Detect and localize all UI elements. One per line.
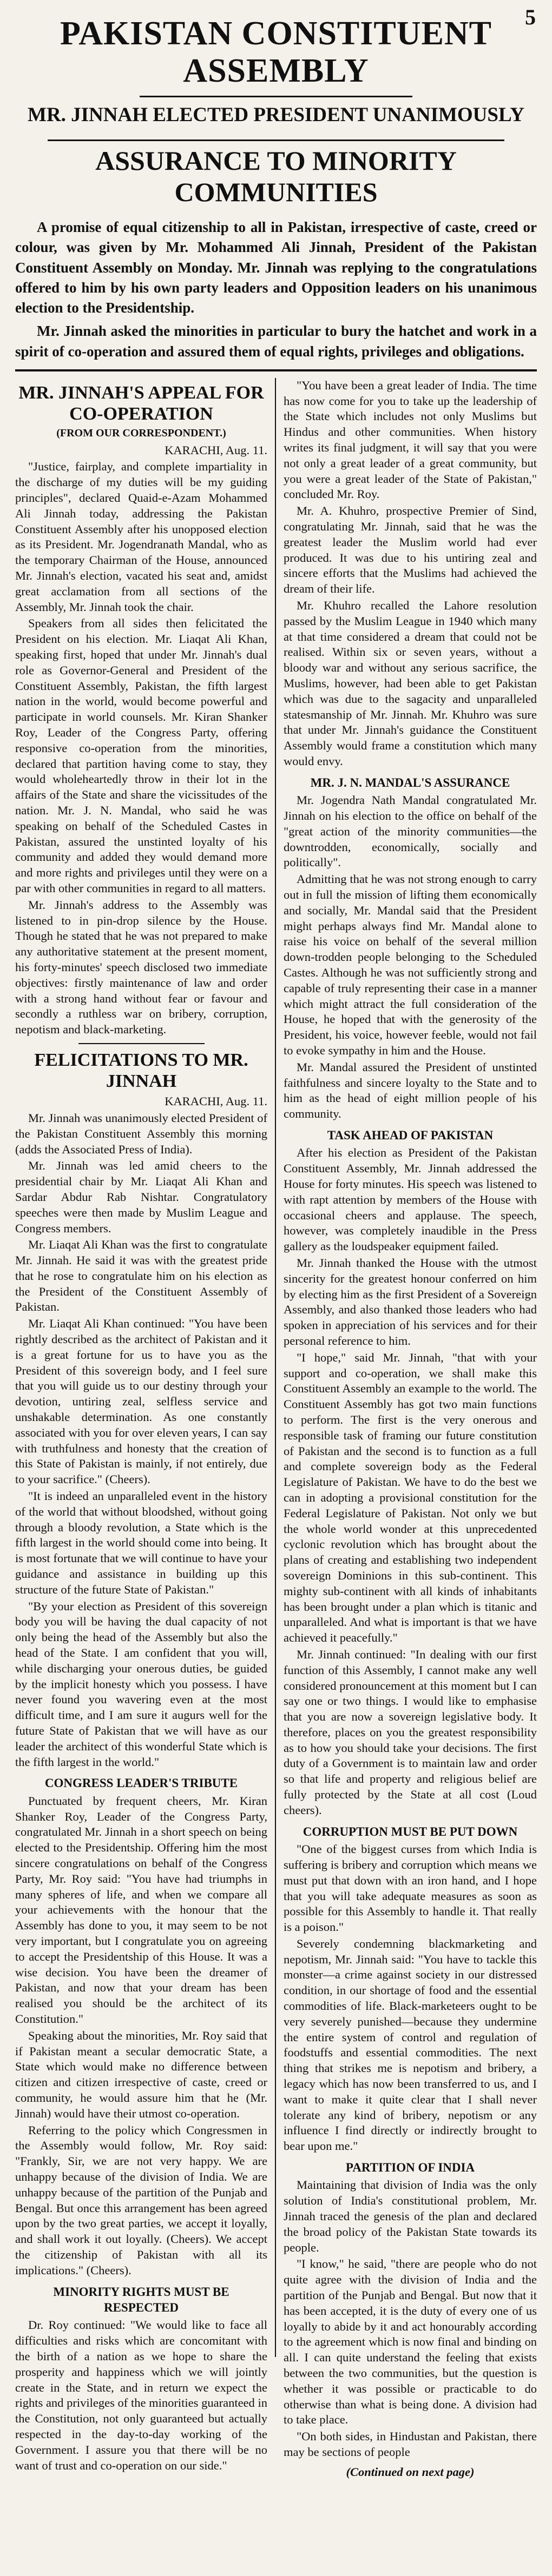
- article-paragraph: After his election as President of the Pakistan Constituent Assembly, Mr. Jinnah addressed the House for forty minutes. His speech was listened to with rapt attention by members of the House with occasional cheers and applause. The speech, however, was completely inaudible in the Press gallery as the loudspeaker equipment failed.: [284, 1146, 537, 1253]
- article-paragraph: "One of the biggest curses from which India is suffering is bribery and corruption which means we must put that down with an iron hand, and I hope that you will take adequate measures as soon as possible for this Assembly to handle it. That really is a poison.": [284, 1842, 537, 1934]
- article-paragraph: Mr. Liaqat Ali Khan continued: "You have been rightly described as the architect of Pakistan and it is a great fortune for us to have you as the President of this sovereign body, and I feel sure that you will guide us to our destiny through your devotion, untiring zeal, selfless service and unshakable determination. As one constantly associated with you for over eleven years, I can say with truthfulness and honesty that the creation of this State of Pakistan is mainly, if not entirely, due to your sacrifice." (Cheers).: [15, 1317, 267, 1486]
- appeal-byline: (FROM OUR CORRESPONDENT.): [56, 427, 226, 440]
- lead-paragraph: Mr. Jinnah asked the minorities in particular to bury the hatchet and work in a spirit of co-operation and assured them of equal rights, privileges and obligations.: [15, 323, 537, 360]
- article-paragraph: Speakers from all sides then felicitated the President on his election. Mr. Liaqat Ali Khan, speaking first, hoped that under Mr. Jinnah's dual role as Governor-General and President of the Constituent Assembly, Pakistan, the fifth largest nation in the world, would become powerful and participate in world counsels. Mr. Kiran Shanker Roy, Leader of the Congress Party, offering responsive co-operation from the minorities, declared that partition having come to stay, they would wholeheartedly throw in their lot in the affairs of the State and share the vicissitudes of the nation. Mr. J. N. Mandal, who said he was speaking on behalf of the Scheduled Castes in Pakistan, assured the unstinted loyalty of his community and added they would demand more and more rights and privileges until they were on a par with other communities in regard to all matters.: [15, 616, 267, 895]
- section-divider: [15, 369, 537, 371]
- headline-block: [15, 0, 537, 362]
- article-paragraph: Mr. Jinnah was led amid cheers to the presidential chair by Mr. Liaqat Ali Khan and Sardar Abdur Rab Nishtar. Congratulatory speeches were then made by Muslim League and Congress members.: [15, 1159, 267, 1235]
- headline-subtitle: MR. JINNAH ELECTED PRESIDENT UNANIMOUSLY: [28, 103, 524, 126]
- article-paragraph: Admitting that he was not strong enough to carry out in full the mission of lifting them economically and socially, Mr. Mandal said that the President might perhaps always find Mr. Mandal alone to raise his voice on behalf of the several million down-trodden people belonging to the Scheduled Castes. Although he was not sufficiently strong and capable of truly representing their case in a manner which might attract the full consideration of the House, he hoped that with the generosity of the President, his voice, however feeble, would not fail to evoke sympathy in him and the House.: [284, 872, 537, 1057]
- article-paragraph: Speaking about the minorities, Mr. Roy said that if Pakistan meant a secular democratic State, a State which would make no difference between citizen and citizen irrespective of caste, creed or community, he would assure him that he (Mr. Jinnah) would have their utmost co-operation.: [15, 2028, 267, 2120]
- appeal-dateline: KARACHI, Aug. 11.: [165, 443, 267, 457]
- page-number: 5: [525, 5, 536, 29]
- article-paragraph: Severely condemning blackmarketing and nepotism, Mr. Jinnah said: "You have to tackle this monster—a crime against society in our distressed condition, in our shortage of food and the essential commodities of life. Black-marketeers ought to be very severely punished—because they undermine the entire system of control and regulation of foodstuffs and essential commodities. The next thing that strikes me is nepotism and bribery, a legacy which has now been transferred to us, and I want to make it quite clear that I shall never tolerate any kind of bribery, nepotism or any influence I find directly or indirectly brought to bear upon me.": [284, 1936, 537, 2153]
- lead-paragraph: A promise of equal citizenship to all in Pakistan, irrespective of caste, creed or colour, was given by Mr. Mohammed Ali Jinnah, President of the Pakistan Constituent Assembly on Monday. Mr. Jinnah was replying to the congratulations offered to him by his own party leaders and Opposition leaders on his unanimous election to the Presidentship.: [15, 219, 537, 316]
- right-column: [276, 378, 537, 2479]
- article-paragraph: Punctuated by frequent cheers, Mr. Kiran Shanker Roy, Leader of the Congress Party, congratulated Mr. Jinnah in a short speech on being elected to the Presidentship. Offering him the most sincere congratulations on behalf of the Congress Party, Mr. Roy said: "You have had triumphs in many spheres of life, and when we compare all your achievements with the honour that the Assembly has done to you, it may seem to be not very important, but I congratulate you on agreeing to accept the Presidentship of this House. It was a wise decision. You have been the dreamer of Pakistan, and now that your dream has been realised you should be the architect of its Constitution.": [15, 1794, 267, 2026]
- subheading: MINORITY RIGHTS MUST BE RESPECTED: [53, 2285, 229, 2314]
- article-paragraph: Mr. A. Khuhro, prospective Premier of Sind, congratulating Mr. Jinnah, said that he was the greatest leader the Muslim world had ever produced. It was due to his untiring zeal and sincere efforts that the Muslims had achieved the dream of their life.: [284, 504, 537, 596]
- continued-note: (Continued on next page): [346, 2465, 475, 2479]
- article-paragraph: Mr. Jinnah's address to the Assembly was listened to in pin-drop silence by the House. Though he stated that he was not prepared to make any authoritative statement at the present moment, his forty-minutes' speech disclosed two immediate objectives: firstly maintenance of law and order with a strong hand without fear or favour and secondly a ruthless war on bribery, corruption, nepotism and black-marketing.: [15, 898, 267, 1037]
- article-paragraph: "I know," he said, "there are people who do not quite agree with the division of India and the partition of the Punjab and Bengal. But now that it has been accepted, it is the duty of every one of us loyally to abide by it and act honourably according to the agreement which is now final and binding on all. I can quite understand the feeling that exists between the two communities, but the question is whether it was possible or practicable to do otherwise than what is being done. A division had to take place.: [284, 2257, 537, 2427]
- article-paragraph: "Justice, fairplay, and complete impartiality in the discharge of my duties will be my guiding principles", declared Quaid-e-Azam Mohammed Ali Jinnah today, addressing the Pakistan Constituent Assembly after his unopposed election as its President. Mr. Jogendranath Mandal, who as the temporary Chairman of the House, announced Mr. Jinnah's election, vacated his seat and, amidst great acclamation from all sections of the Assembly, Mr. Jinnah took the chair.: [15, 460, 267, 614]
- article-paragraph: Mr. Mandal assured the President of unstinted faithfulness and sincere loyalty to the State and to him as the head of eight million people of his community.: [284, 1060, 537, 1121]
- appeal-heading: MR. JINNAH'S APPEAL FOR CO-OPERATION: [18, 382, 264, 424]
- article-columns: [15, 378, 537, 2479]
- article-paragraph: Mr. Jinnah continued: "In dealing with our first function of this Assembly, I cannot make any well considered pronouncement at this moment but I can say one or two things. I would like to emphasise that you are now a sovereign legislative body. It therefore, places on you the greatest responsibility as to how you should take your decisions. The first duty of a Government is to maintain law and order so that life and property and religious belief are fully protected by the State at all cost (Loud cheers).: [284, 1647, 537, 1817]
- headline-rule: [140, 96, 412, 97]
- subheading: CORRUPTION MUST BE PUT DOWN: [303, 1824, 518, 1838]
- article-paragraph: Mr. Jinnah was unanimously elected President of the Pakistan Constituent Assembly this morning (adds the Associated Press of India).: [15, 1111, 267, 1156]
- article-paragraph: "It is indeed an unparalleled event in the history of the world that without bloodshed, without going through a bloody revolution, a State which is the fifth largest in the world should come into being. It is most fortunate that we will continue to have your guidance and assistance in building up this structure of the future State of Pakistan.": [15, 1489, 267, 1596]
- article-paragraph: Mr. Liaqat Ali Khan was the first to congratulate Mr. Jinnah. He said it was with the greatest pride that he rose to congratulate him on his election as the President of the Constituent Assembly of Pakistan.: [15, 1238, 267, 1314]
- article-paragraph: Referring to the policy which Congressmen in the Assembly would follow, Mr. Roy said: "Frankly, Sir, we are not very happy. We are unhappy because of the division of India. We are unhappy because of the partition of the Punjab and Bengal. But once this arrangement has been agreed upon by the two great parties, we accept it loyally, and shall work it out loyally. (Cheers). We accept the citizenship of Pakistan with all its implications." (Cheers).: [15, 2123, 267, 2277]
- article-paragraph: "I hope," said Mr. Jinnah, "that with your support and co-operation, we shall make this Constituent Assembly an example to the world. The Constituent Assembly has got two main functions to perform. The first is the very onerous and responsible task of framing our future constitution of Pakistan and the second is to function as a full and complete sovereign body as the Federal Legislature of Pakistan. We have to do the best we can in adopting a provisional constitution for the Federal Legislature of Pakistan. Not only we but the whole world wonder at this unprecedented cyclonic revolution which has brought about the plans of creating and establishing two independent sovereign Dominions in this sub-continent. This mighty sub-continent with all kinds of inhabitants has been brought under a plan which is titanic and unparalleled. And what is important is that we have achieved it peacefully.": [284, 1350, 537, 1645]
- article-paragraph: Dr. Roy continued: "We would like to face all difficulties and risks which are concomitant with the birth of a nation as we hope to share the prosperity and happiness which we will jointly create in the State, and in return we expect the rights and privileges of the minorities guaranteed in the Constitution, not only guaranteed but actually respected in the day-to-day working of the Government. I assure you that there will be no want of trust and co-operation on our side.": [15, 2318, 267, 2472]
- subheading: TASK AHEAD OF PAKISTAN: [327, 1128, 494, 1142]
- article-paragraph: Maintaining that division of India was the only solution of India's constitutional problem, Mr. Jinnah traced the genesis of the plan and declared the broad policy of the Pakistan State towards its people.: [284, 2178, 537, 2254]
- subheading: CONGRESS LEADER'S TRIBUTE: [44, 1776, 238, 1790]
- column-divider: [78, 1043, 205, 1044]
- article-paragraph: "By your election as President of this sovereign body you will be having the dual capacity of not only being the head of the Assembly but also the head of the State. I am confident that you will, while discharging your onerous duties, be guided by the implicit honesty which you possess. I have never found you wavering even at the most difficult time, and I am sure it augurs well for the future State of Pakistan that we will have as our leader the architect of this wonderful State which is the fifth largest in the world.": [15, 1599, 267, 1769]
- subheading: MR. J. N. MANDAL'S ASSURANCE: [310, 775, 510, 789]
- article-paragraph: Mr. Jinnah thanked the House with the utmost sincerity for the greatest honour conferred on him by electing him as the first President of a Sovereign Assembly, and also thanked those leaders who had spoken in appreciation of his services and for their personal reference to him.: [284, 1256, 537, 1347]
- felicitations-heading: FELICITATIONS TO MR. JINNAH: [34, 1050, 248, 1092]
- article-paragraph: "On both sides, in Hindustan and Pakistan, there may be sections of people: [284, 2429, 537, 2459]
- article-paragraph: Mr. Khuhro recalled the Lahore resolution passed by the Muslim League in 1940 which many at that time considered a dream that could not be realised. Within six or seven years, without a bloody war and without any serious sacrifice, the Muslims, however, had been able to get Pakistan which was due to the sagacity and unparalleled statesmanship of Mr. Jinnah. Mr. Khuhro was sure that under Mr. Jinnah's guidance the Constituent Assembly would frame a constitution which many would envy.: [284, 599, 537, 768]
- headline-banner: ASSURANCE TO MINORITY COMMUNITIES: [48, 140, 504, 208]
- felicitations-dateline: KARACHI, Aug. 11.: [165, 1094, 267, 1108]
- article-paragraph: Mr. Jogendra Nath Mandal congratulated Mr. Jinnah on his election to the office on behalf of the "great action of the minority communities—the downtrodden, economically, socially and politically".: [284, 793, 537, 869]
- article-paragraph: "You have been a great leader of India. The time has now come for you to take up the leadership of the State which includes not only Muslims but Hindus and other communities. When history writes its final judgment, it will say that you were not only a great leader of a great community, but you were a great leader of the State of Pakistan," concluded Mr. Roy.: [284, 378, 537, 501]
- subheading: PARTITION OF INDIA: [345, 2161, 475, 2175]
- headline-title: PAKISTAN CONSTITUENT ASSEMBLY: [60, 15, 492, 90]
- left-column: [15, 378, 276, 2472]
